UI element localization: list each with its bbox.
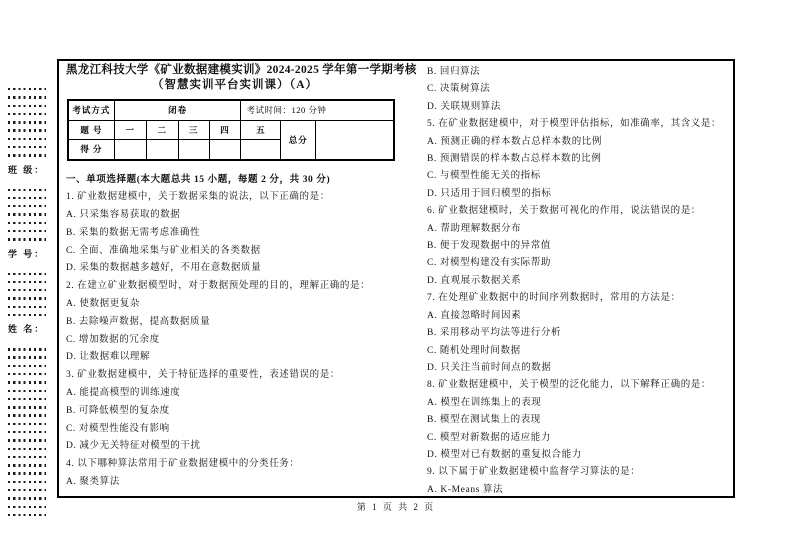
total-score-cell	[316, 120, 394, 159]
dotted-line	[8, 205, 46, 207]
dotted-line	[8, 213, 46, 215]
question-line: B. 回归算法	[427, 67, 481, 77]
exam-time: 考试时间：120 分钟	[241, 101, 394, 121]
question-line: A. 直接忽略时间因素	[427, 310, 522, 321]
dotted-line	[8, 121, 46, 123]
dotted-line	[8, 398, 46, 400]
exam-method-value: 闭卷	[114, 101, 241, 121]
right-column	[427, 64, 729, 499]
dotted-line	[8, 96, 46, 98]
question-line: C. 对模型性能没有影响	[66, 423, 170, 434]
question-line: D. 只适用于回归模型的指标	[427, 188, 552, 199]
dotted-line	[8, 289, 46, 291]
dotted-line	[8, 230, 46, 232]
dotted-line	[8, 238, 46, 240]
dotted-line	[8, 439, 46, 441]
total-score-label: 总分	[281, 120, 316, 159]
question-line: C. 增加数据的冗余度	[66, 334, 160, 345]
section-col-5: 五	[241, 120, 281, 140]
question-line: C. 对模型构建没有实际帮助	[427, 258, 551, 269]
dotted-line	[8, 113, 46, 115]
question-line: A. 只采集容易获取的数据	[66, 210, 181, 221]
question-line: D. 直观展示数据关系	[427, 275, 522, 286]
dotted-line	[8, 306, 46, 308]
dotted-line	[8, 456, 46, 458]
dotted-line	[8, 514, 46, 516]
question-line: A. K-Means 算法	[427, 484, 504, 495]
score-cell-4	[209, 140, 241, 160]
dotted-line	[8, 481, 46, 483]
dotted-line	[8, 489, 46, 491]
score-cell-2	[146, 140, 178, 160]
dotted-line	[8, 365, 46, 367]
question-line: A. 帮助理解数据分布	[427, 223, 522, 234]
question-line: A. 使数据更复杂	[66, 299, 141, 310]
question-line: C. 决策树算法	[427, 84, 491, 95]
dotted-line-group	[8, 348, 50, 516]
question-line: D. 模型对已有数据的重复拟合能力	[427, 449, 582, 460]
question-line: D. 让数据难以理解	[66, 352, 151, 363]
dotted-line	[8, 189, 46, 191]
left-question-lines	[66, 172, 404, 492]
score-cell-3	[178, 140, 209, 160]
question-line: 6. 矿业数据建模时，关于数据可视化的作用，说法错误的是：	[427, 206, 701, 217]
question-line: A. 模型在训练集上的表现	[427, 397, 542, 408]
dotted-line	[8, 506, 46, 508]
name-label: 姓 名：	[8, 324, 46, 335]
section-col-1: 一	[114, 120, 146, 140]
question-line: 2. 在建立矿业数据模型时，对于数据预处理的目的，理解正确的是：	[66, 281, 371, 292]
exam-title-line1: 黑龙江科技大学《矿业数据建模实训》2024-2025 学年第一学期考核	[66, 64, 417, 76]
score-label: 得 分	[69, 140, 115, 160]
dotted-line	[8, 497, 46, 499]
dotted-line-group	[8, 88, 50, 157]
question-line: D. 减少无关特征对模型的干扰	[66, 441, 201, 452]
question-line: 一、单项选择题(本大题总共 15 小题，每题 2 分，共 30 分)	[66, 174, 331, 185]
dotted-line-group	[8, 189, 50, 241]
dotted-line	[8, 222, 46, 224]
dotted-line	[8, 373, 46, 375]
dotted-line	[8, 448, 46, 450]
question-line: B. 采集的数据无需考虑准确性	[66, 227, 201, 238]
page-footer: 第 1 页 共 2 页	[356, 502, 436, 512]
binding-margin	[8, 88, 50, 522]
question-line: B. 便于发现数据中的异常值	[427, 241, 551, 252]
question-line: C. 与模型性能无关的指标	[427, 171, 541, 182]
question-line: A. 预测正确的样本数占总样本数的比例	[427, 136, 603, 147]
dotted-line	[8, 381, 46, 383]
dotted-line	[8, 281, 46, 283]
question-no-label: 题 号	[69, 120, 115, 140]
dotted-line	[8, 406, 46, 408]
question-line: B. 预测错误的样本数占总样本数的比例	[427, 154, 602, 165]
dotted-line	[8, 348, 46, 350]
dotted-line	[8, 356, 46, 358]
dotted-line	[8, 129, 46, 131]
dotted-line	[8, 464, 46, 466]
score-cell-1	[114, 140, 146, 160]
question-line: B. 可降低模型的复杂度	[66, 405, 170, 416]
question-line: D. 采集的数据越多越好，不用在意数据质量	[66, 263, 262, 274]
question-line: 5. 在矿业数据建模中，对于模型评估指标，如准确率，其含义是：	[427, 119, 722, 130]
exam-title-line2: （智慧实训平台实训课）（A）	[151, 79, 319, 91]
question-line: D. 关联规则算法	[427, 101, 502, 112]
dotted-line	[8, 88, 46, 90]
dotted-line	[8, 138, 46, 140]
class-label: 班 级：	[8, 164, 46, 175]
question-line: B. 采用移动平均法等进行分析	[427, 328, 562, 339]
dotted-line	[8, 314, 46, 316]
question-line: 1. 矿业数据建模中，关于数据采集的说法，以下正确的是：	[66, 192, 330, 203]
dotted-line	[8, 390, 46, 392]
question-line: 8. 矿业数据建模中，关于模型的泛化能力，以下解释正确的是：	[427, 380, 712, 391]
question-line: B. 去除噪声数据，提高数据质量	[66, 316, 211, 327]
left-column	[66, 63, 417, 492]
question-line: 4. 以下哪种算法常用于矿业数据建模中的分类任务：	[66, 459, 300, 470]
dotted-line-group	[8, 273, 50, 317]
dotted-line	[8, 273, 46, 275]
dotted-line	[8, 472, 46, 474]
dotted-line	[8, 197, 46, 199]
question-line: C. 随机处理时间数据	[427, 345, 521, 356]
question-line: B. 模型在测试集上的表现	[427, 415, 541, 426]
student-id-label: 学 号：	[8, 248, 46, 259]
exam-method-label: 考试方式	[69, 101, 115, 121]
exam-info-table	[68, 100, 394, 160]
score-cell-5	[241, 140, 281, 160]
dotted-line	[8, 431, 46, 433]
exam-content-box	[57, 59, 735, 498]
question-line: 9. 以下属于矿业数据建模中监督学习算法的是：	[427, 467, 641, 478]
question-line: D. 只关注当前时间点的数据	[427, 362, 552, 373]
question-line: A. 能提高模型的训练速度	[66, 388, 181, 399]
right-question-lines	[427, 64, 729, 499]
question-line: 3. 矿业数据建模中，关于特征选择的重要性，表述错误的是：	[66, 370, 340, 381]
question-line: C. 全面、准确地采集与矿业相关的各类数据	[66, 245, 261, 256]
dotted-line	[8, 105, 46, 107]
dotted-line	[8, 146, 46, 148]
section-col-3: 三	[178, 120, 209, 140]
question-line: 7. 在处理矿业数据中的时间序列数据时，常用的方法是：	[427, 293, 681, 304]
question-line: A. 聚类算法	[66, 477, 120, 488]
dotted-line	[8, 423, 46, 425]
dotted-line	[8, 414, 46, 416]
dotted-line	[8, 297, 46, 299]
section-col-4: 四	[209, 120, 241, 140]
question-line: C. 模型对新数据的适应能力	[427, 432, 551, 443]
dotted-line	[8, 154, 46, 156]
section-col-2: 二	[146, 120, 178, 140]
